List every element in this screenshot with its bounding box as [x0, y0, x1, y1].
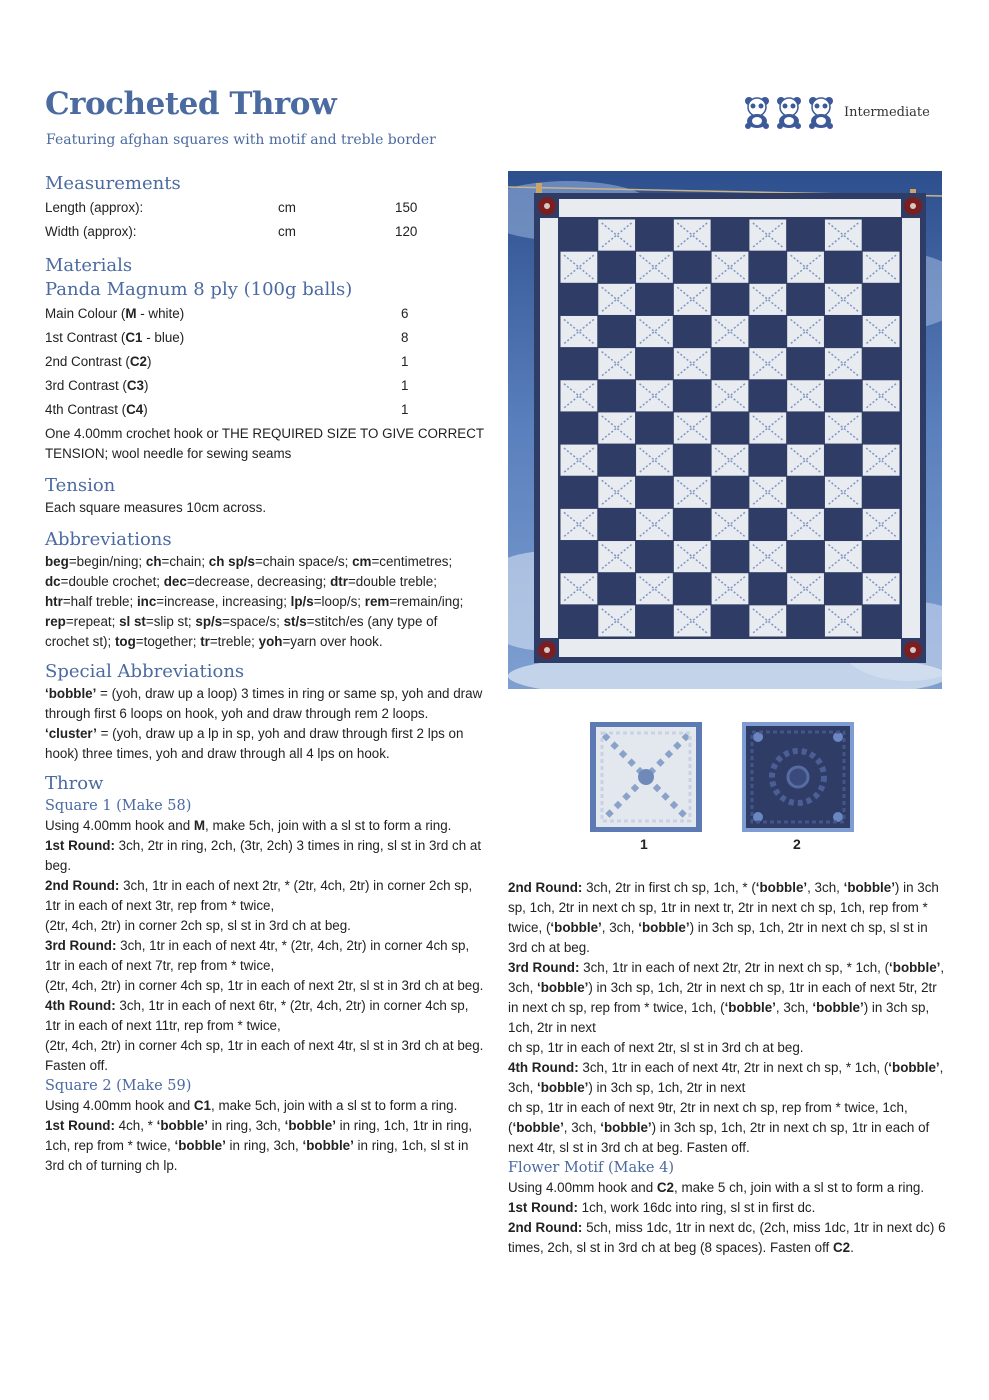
- blanket-square: [636, 220, 673, 251]
- blanket-square: [598, 252, 635, 283]
- abbreviation-meaning: =increase, increasing;: [156, 594, 291, 609]
- abbreviation-meaning: =chain space/s;: [254, 554, 353, 569]
- blanket-square: [674, 380, 711, 411]
- blanket-square: [712, 412, 749, 443]
- special-abbreviations-heading: Special Abbreviations: [45, 661, 245, 682]
- blanket-square: [787, 348, 824, 379]
- materials-yarn: Panda Magnum 8 ply (100g balls): [45, 279, 353, 300]
- blanket-square: [712, 220, 749, 251]
- abbreviation-term: htr: [45, 594, 63, 609]
- abbreviation-meaning: =double crochet;: [60, 574, 164, 589]
- abbreviation-meaning: =together;: [135, 634, 201, 649]
- abbreviation-term: dc: [45, 574, 61, 589]
- square1-intro: Using 4.00mm hook and M, make 5ch, join with a sl st to form a ring.: [45, 818, 452, 833]
- blanket-square: [749, 573, 786, 604]
- blanket-square: [636, 348, 673, 379]
- blanket-square: [787, 605, 824, 636]
- left-column: [45, 172, 485, 1176]
- flower-round2: 2nd Round: 5ch, miss 1dc, 1tr in next dc, (2ch, miss 1dc, 1tr in next dc) 6 times, 2ch, sl st in 3rd ch at beg (8 spaces). Fasten off C2.: [508, 1220, 946, 1255]
- blanket-square: [561, 477, 598, 508]
- blanket-square: [561, 412, 598, 443]
- tension-heading: Tension: [45, 475, 116, 496]
- blanket-square: [863, 412, 900, 443]
- abbreviation-term: cm: [352, 554, 372, 569]
- blanket-square: [712, 605, 749, 636]
- measurements-heading: Measurements: [45, 173, 181, 194]
- square1-heading: Square 1 (Make 58): [45, 798, 192, 814]
- abbreviation-meaning: =chain;: [161, 554, 209, 569]
- abbreviation-meaning: =loop/s;: [313, 594, 365, 609]
- blanket-square: [636, 541, 673, 572]
- abbreviation-meaning: =centimetres;: [371, 554, 453, 569]
- blanket-square: [787, 412, 824, 443]
- blanket-square: [712, 477, 749, 508]
- blanket-square: [636, 477, 673, 508]
- blanket-square: [598, 316, 635, 347]
- material-row: 2nd Contrast (C2) 1: [45, 354, 409, 369]
- square2-intro: Using 4.00mm hook and C1, make 5ch, join with a sl st to form a ring.: [45, 1098, 458, 1113]
- material-row: Main Colour (M - white) 6: [45, 306, 409, 321]
- flower-intro: Using 4.00mm hook and C2, make 5 ch, join with a sl st to form a ring.: [508, 1180, 925, 1195]
- blanket-square: [749, 316, 786, 347]
- square2-round1: 1st Round: 4ch, * ‘bobble’ in ring, 3ch, ‘bobble’ in ring, 1ch, 1tr in ring, 1ch, rep from * twice, ‘bobble’ in ring, 3ch, ‘bobble’ in ring, 1ch, sl st in 3rd ch of turning ch lp.: [45, 1118, 473, 1173]
- abbreviations-list: [45, 552, 475, 652]
- square1-fasten: Fasten off.: [45, 1058, 109, 1073]
- abbreviation-meaning: =half treble;: [62, 594, 137, 609]
- blanket-square: [712, 541, 749, 572]
- abbreviations-heading: Abbreviations: [45, 529, 172, 550]
- blanket-square: [598, 509, 635, 540]
- abbreviation-meaning: =space/s;: [222, 614, 284, 629]
- panda-icon: [806, 95, 836, 129]
- abbreviation-meaning: =treble;: [209, 634, 259, 649]
- blanket-square: [749, 380, 786, 411]
- blanket-square: [561, 284, 598, 315]
- blanket-square: [787, 477, 824, 508]
- blanket-square: [561, 605, 598, 636]
- abbreviation-term: rep: [45, 614, 66, 629]
- materials-heading: Materials: [45, 255, 133, 276]
- square1-round4: 4th Round: 3ch, 1tr in each of next 6tr, * (2tr, 4ch, 2tr) in corner 4ch sp, 1tr in each of next 11tr, rep from * twice, (2tr, 4ch, 2tr) in corner 4ch sp, 1tr in each of next 4tr, sl st in 3rd ch at beg.: [45, 998, 484, 1053]
- page-title: Crocheted Throw: [45, 86, 337, 122]
- page-subtitle: Featuring afghan squares with motif and treble border: [46, 132, 436, 148]
- blanket-square: [863, 477, 900, 508]
- blanket-square: [825, 252, 862, 283]
- blanket-square: [636, 412, 673, 443]
- blanket-square: [561, 348, 598, 379]
- square1-detail-image: [590, 722, 702, 832]
- square1-round3: 3rd Round: 3ch, 1tr in each of next 4tr, * (2tr, 4ch, 2tr) in corner 4ch sp, 1tr in each of next 7tr, rep from * twice, (2tr, 4ch, 2tr) in corner 4ch sp, 1tr in each of next 2tr, sl st in 3rd ch at beg.: [45, 938, 484, 993]
- throw-heading: Throw: [45, 773, 104, 794]
- flower-round1: 1st Round: 1ch, work 16dc into ring, sl st in first dc.: [508, 1200, 816, 1215]
- abbreviation-meaning: =stitch/es (any type of crochet st);: [45, 614, 438, 649]
- abbreviation-term: dec: [163, 574, 187, 589]
- materials-note: One 4.00mm crochet hook or THE REQUIRED SIZE TO GIVE CORRECT TENSION; wool needle for sewing seams: [45, 426, 484, 461]
- square1-round2: 2nd Round: 3ch, 1tr in each of next 2tr, * (2tr, 4ch, 2tr) in corner 2ch sp, 1tr in each of next 3tr, rep from * twice, (2tr, 4ch, 2tr) in corner 2ch sp, sl st in 3rd ch at beg.: [45, 878, 473, 933]
- blanket-square: [863, 284, 900, 315]
- abbreviation-term: rem: [364, 594, 390, 609]
- blanket-square: [825, 509, 862, 540]
- blanket-square: [561, 541, 598, 572]
- skill-level-label: Intermediate: [844, 104, 930, 120]
- square2-round2: 2nd Round: 3ch, 2tr in first ch sp, 1ch, * (‘bobble’, 3ch, ‘bobble’) in 3ch sp, 1ch, 2tr in next ch sp, 1tr in next tr, 2tr in next ch sp, 1ch, rep from * twice, (‘bobble’, 3ch, ‘bobble’) in 3ch sp, 1ch, 2tr in next ch sp, sl st in 3rd ch at beg.: [508, 880, 939, 955]
- square2-round3: 3rd Round: 3ch, 1tr in each of next 2tr, 2tr in next ch sp, * 1ch, (‘bobble’, 3ch, ‘bobble’) in 3ch sp, 1ch, 2tr in next ch sp, 1tr in each of next 5tr, 2tr in next ch sp, rep from * twice, 1ch, (‘bobble’, 3ch, ‘bobble’) in 3ch sp, 1ch, 2tr in next ch sp, 1tr in each of next 2tr, sl st in 3rd ch at beg.: [508, 960, 945, 1055]
- blanket-square: [636, 605, 673, 636]
- square1-round1: 1st Round: 3ch, 2tr in ring, 2ch, (3tr, 2ch) 3 times in ring, sl st in 3rd ch at beg.: [45, 838, 482, 873]
- abbreviation-term: st/s: [283, 614, 307, 629]
- abbreviation-meaning: =begin/ning;: [68, 554, 146, 569]
- blanket-square: [674, 509, 711, 540]
- square2-round4: 4th Round: 3ch, 1tr in each of next 4tr, 2tr in next ch sp, * 1ch, (‘bobble’, 3ch, ‘bobble’) in 3ch sp, 1ch, 2tr in next ch sp, 1tr in each of next 9tr, 2tr in next ch sp, rep from * twice, 1ch, (‘bobble’, 3ch, ‘bobble’) in 3ch sp, 1ch, 2tr in next ch sp, 1tr in each of next 4tr, sl st in 3rd ch at beg. Fasten off.: [508, 1060, 944, 1155]
- abbreviation-term: ch sp/s: [208, 554, 255, 569]
- blanket-square: [636, 284, 673, 315]
- blanket-square: [749, 445, 786, 476]
- flower-heading: Flower Motif (Make 4): [508, 1160, 674, 1176]
- blanket-square: [787, 220, 824, 251]
- abbreviation-term: inc: [136, 594, 157, 609]
- blanket-square: [674, 316, 711, 347]
- tension-text: Each square measures 10cm across.: [45, 500, 267, 515]
- panda-icon: [774, 95, 804, 129]
- bobble-definition: ‘bobble’ = (yoh, draw up a loop) 3 times in ring or same sp, yoh and draw through first 6 loops on hook, yoh and draw through rem 2 loops.: [45, 686, 483, 721]
- square2-detail-image: [742, 722, 854, 832]
- abbreviation-meaning: =double treble;: [347, 574, 437, 589]
- blanket-square: [561, 220, 598, 251]
- right-column: [508, 878, 948, 1258]
- abbreviation-term: beg: [45, 554, 69, 569]
- throw-photo: [508, 171, 942, 689]
- blanket-square: [749, 252, 786, 283]
- blanket-square: [863, 605, 900, 636]
- blanket-square: [825, 445, 862, 476]
- figure-caption-2: 2: [793, 836, 801, 852]
- abbreviation-meaning: =repeat;: [65, 614, 120, 629]
- blanket-square: [787, 284, 824, 315]
- blanket-square: [863, 541, 900, 572]
- abbreviation-term: sl st: [119, 614, 146, 629]
- blanket-square: [749, 509, 786, 540]
- material-row: 1st Contrast (C1 - blue) 8: [45, 330, 409, 345]
- abbreviation-term: lp/s: [290, 594, 314, 609]
- blanket-square: [863, 348, 900, 379]
- abbreviation-meaning: =yarn over hook.: [282, 634, 383, 649]
- cluster-definition: ‘cluster’ = (yoh, draw up a lp in sp, yoh and draw through first 2 lps on hook) three times, yoh and draw through all 4 lps on hook.: [45, 726, 464, 761]
- blanket-square: [598, 445, 635, 476]
- blanket-square: [598, 380, 635, 411]
- abbreviation-term: yoh: [258, 634, 283, 649]
- abbreviation-term: tr: [200, 634, 210, 649]
- abbreviation-term: sp/s: [195, 614, 223, 629]
- blanket-square: [712, 284, 749, 315]
- figure-caption-1: 1: [640, 836, 648, 852]
- abbreviation-term: dtr: [330, 574, 348, 589]
- blanket-square: [825, 573, 862, 604]
- blanket-square: [674, 573, 711, 604]
- skill-level: [742, 95, 930, 129]
- blanket-square: [863, 220, 900, 251]
- blanket-square: [712, 348, 749, 379]
- abbreviation-term: tog: [114, 634, 136, 649]
- abbreviation-meaning: =slip st;: [145, 614, 196, 629]
- abbreviation-meaning: =decrease, decreasing;: [186, 574, 331, 589]
- material-row: 4th Contrast (C4) 1: [45, 402, 409, 417]
- abbreviation-term: ch: [145, 554, 162, 569]
- blanket-square: [674, 445, 711, 476]
- panda-icon: [742, 95, 772, 129]
- abbreviation-meaning: =remain/ing;: [389, 594, 464, 609]
- measurement-row: Width (approx): cm 120: [45, 224, 418, 239]
- blanket-square: [674, 252, 711, 283]
- square2-heading: Square 2 (Make 59): [45, 1078, 192, 1094]
- blanket-square: [787, 541, 824, 572]
- material-row: 3rd Contrast (C3) 1: [45, 378, 409, 393]
- blanket-square: [825, 316, 862, 347]
- blanket-square: [825, 380, 862, 411]
- measurement-row: Length (approx): cm 150: [45, 200, 418, 215]
- blanket-square: [598, 573, 635, 604]
